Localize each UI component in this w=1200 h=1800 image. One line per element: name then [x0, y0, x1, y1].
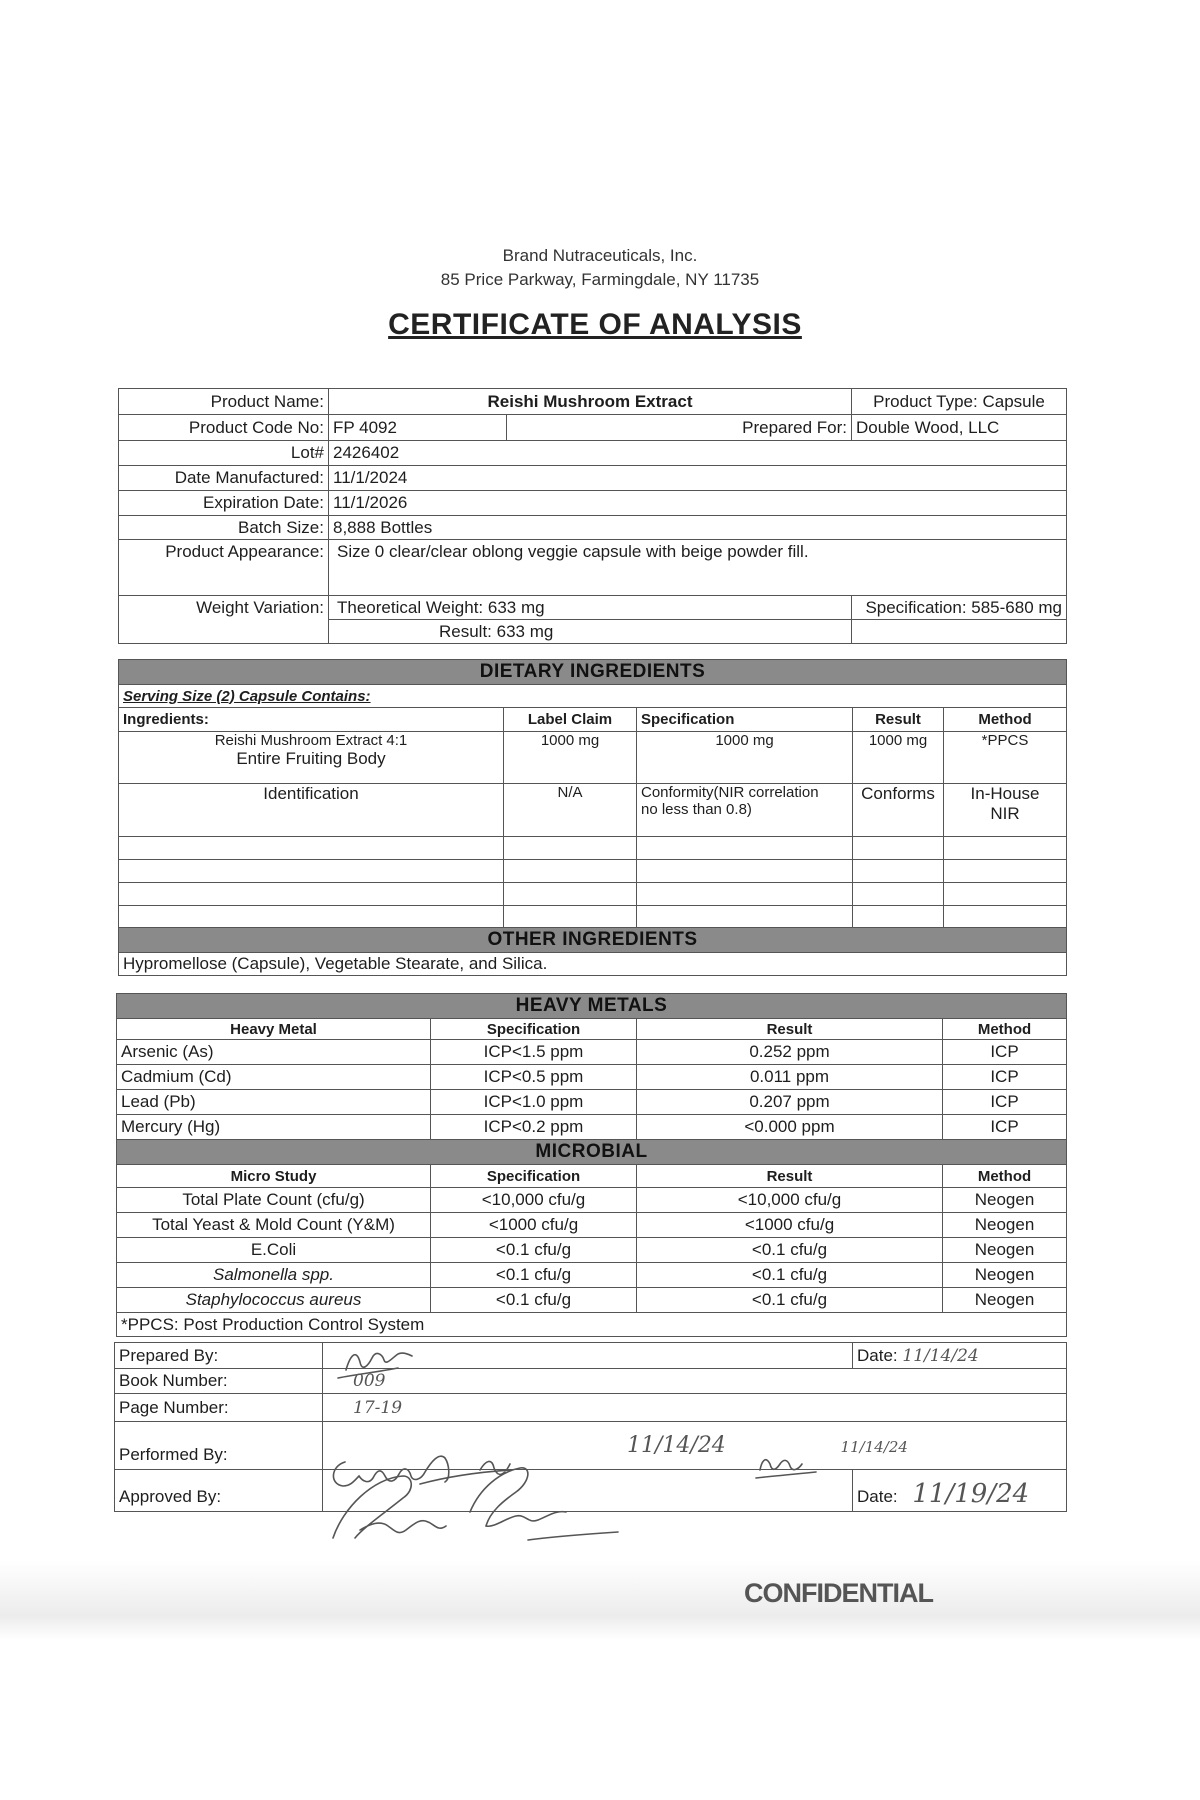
- result-header: Result: [853, 708, 944, 732]
- empty-row: [119, 883, 1067, 906]
- micro-method: Neogen: [943, 1263, 1067, 1288]
- metal-spec: ICP<1.0 ppm: [431, 1090, 637, 1115]
- identification-method-line1: In-House: [970, 784, 1040, 803]
- weight-spec: Specification: 585-680 mg: [852, 596, 1067, 620]
- product-name-value: Reishi Mushroom Extract: [329, 389, 852, 415]
- micro-name: Staphylococcus aureus: [117, 1288, 431, 1313]
- ingredient-reishi-source: Entire Fruiting Body: [236, 749, 386, 768]
- micro-result: <0.1 cfu/g: [637, 1238, 943, 1263]
- identification-claim: N/A: [504, 784, 637, 837]
- lot-value: 2426402: [329, 441, 1067, 466]
- micro-method: Neogen: [943, 1188, 1067, 1213]
- empty-row: [119, 906, 1067, 928]
- book-number-value: 009: [323, 1369, 1067, 1394]
- product-type: Product Type: Capsule: [852, 389, 1067, 415]
- appearance-value: Size 0 clear/clear oblong veggie capsule with beige powder fill.: [329, 540, 1067, 596]
- approved-date-cell: [853, 1470, 1067, 1512]
- identification-result: Conforms: [853, 784, 944, 837]
- micro-name: Total Plate Count (cfu/g): [117, 1188, 431, 1213]
- table-row: [117, 1213, 1067, 1238]
- micro-name: Total Yeast & Mold Count (Y&M): [117, 1213, 431, 1238]
- ingredient-reishi: [119, 732, 504, 784]
- weight-variation-label: Weight Variation:: [119, 596, 329, 644]
- product-name-label: Product Name:: [119, 389, 329, 415]
- date-manufactured-value: 11/1/2024: [329, 466, 1067, 491]
- identification-method-line2: NIR: [990, 804, 1020, 823]
- metal-method: ICP: [943, 1040, 1067, 1065]
- performed-date-value-2: 11/14/24: [840, 1438, 908, 1456]
- product-info-table: [118, 388, 1067, 644]
- weight-result: Result: 633 mg: [329, 620, 852, 644]
- identification-spec-line1: Conformity(NIR correlation: [641, 784, 819, 801]
- reishi-result: 1000 mg: [853, 732, 944, 784]
- micro-method: Neogen: [943, 1288, 1067, 1313]
- prepared-date-cell: [853, 1343, 1067, 1369]
- serving-size: Serving Size (2) Capsule Contains:: [119, 685, 1067, 708]
- micro-result: <1000 cfu/g: [637, 1213, 943, 1238]
- method-header: Method: [944, 708, 1067, 732]
- hm-method-header: Method: [943, 1019, 1067, 1040]
- scan-shadow: [0, 1560, 1200, 1640]
- micro-name: Salmonella spp.: [117, 1263, 431, 1288]
- table-row: [117, 1288, 1067, 1313]
- approved-date-label: Date:: [857, 1487, 898, 1506]
- performed-by-signature: [323, 1422, 1067, 1470]
- micro-result-header: Result: [637, 1165, 943, 1188]
- ingredients-header: Ingredients:: [119, 708, 504, 732]
- product-code-value: FP 4092: [329, 415, 507, 441]
- ingredient-reishi-name: Reishi Mushroom Extract 4:1: [214, 732, 408, 749]
- approved-by-signature: [323, 1470, 853, 1512]
- empty-row: [119, 837, 1067, 860]
- table-row: [117, 1065, 1067, 1090]
- dietary-ingredients-table: [118, 659, 1067, 976]
- identification-method: [944, 784, 1067, 837]
- table-row: [117, 1238, 1067, 1263]
- reishi-method: *PPCS: [944, 732, 1067, 784]
- identification-label: Identification: [119, 784, 504, 837]
- appearance-label: Product Appearance:: [119, 540, 329, 596]
- other-ingredients-band: OTHER INGREDIENTS: [119, 928, 1067, 953]
- confidential-stamp: CONFIDENTIAL: [744, 1578, 933, 1608]
- metal-result: 0.252 ppm: [637, 1040, 943, 1065]
- empty-row: [119, 860, 1067, 883]
- performed-by-label: Performed By:: [115, 1422, 323, 1470]
- specification-header: Specification: [637, 708, 853, 732]
- micro-spec: <0.1 cfu/g: [431, 1288, 637, 1313]
- heavy-metals-band: HEAVY METALS: [117, 994, 1067, 1019]
- metal-result: <0.000 ppm: [637, 1115, 943, 1140]
- table-row: [117, 1115, 1067, 1140]
- dietary-band: DIETARY INGREDIENTS: [119, 660, 1067, 685]
- metal-result: 0.207 ppm: [637, 1090, 943, 1115]
- micro-method: Neogen: [943, 1213, 1067, 1238]
- expiration-value: 11/1/2026: [329, 491, 1067, 516]
- micro-method: Neogen: [943, 1238, 1067, 1263]
- expiration-label: Expiration Date:: [119, 491, 329, 516]
- metal-spec: ICP<0.5 ppm: [431, 1065, 637, 1090]
- reishi-label-claim: 1000 mg: [504, 732, 637, 784]
- micro-result: <10,000 cfu/g: [637, 1188, 943, 1213]
- approved-by-label: Approved By:: [115, 1470, 323, 1512]
- company-address: 85 Price Parkway, Farmingdale, NY 11735: [440, 270, 760, 289]
- heavy-metals-table: [116, 993, 1067, 1337]
- prepared-for-label: Prepared For:: [507, 415, 852, 441]
- label-claim-header: Label Claim: [504, 708, 637, 732]
- metal-name: Cadmium (Cd): [117, 1065, 431, 1090]
- lot-label: Lot#: [119, 441, 329, 466]
- product-code-label: Product Code No:: [119, 415, 329, 441]
- document-title: CERTIFICATE OF ANALYSIS: [388, 308, 802, 341]
- table-row: [117, 1263, 1067, 1288]
- performed-date-value: 11/14/24: [627, 1433, 726, 1458]
- micro-method-header: Method: [943, 1165, 1067, 1188]
- heavy-metal-header: Heavy Metal: [117, 1019, 431, 1040]
- micro-spec: <10,000 cfu/g: [431, 1188, 637, 1213]
- prepared-for-value: Double Wood, LLC: [852, 415, 1067, 441]
- prepared-by-label: Prepared By:: [115, 1343, 323, 1369]
- identification-spec: [637, 784, 853, 837]
- micro-spec: <0.1 cfu/g: [431, 1263, 637, 1288]
- approved-date-value: 11/19/24: [912, 1479, 1030, 1509]
- table-row: [117, 1188, 1067, 1213]
- metal-name: Lead (Pb): [117, 1090, 431, 1115]
- micro-spec: <1000 cfu/g: [431, 1213, 637, 1238]
- metal-method: ICP: [943, 1090, 1067, 1115]
- hm-result-header: Result: [637, 1019, 943, 1040]
- batch-size-value: 8,888 Bottles: [329, 516, 1067, 540]
- prepared-by-signature: [323, 1343, 853, 1369]
- prepared-date-value: 11/14/24: [902, 1345, 979, 1366]
- micro-spec: <0.1 cfu/g: [431, 1238, 637, 1263]
- metal-name: Arsenic (As): [117, 1040, 431, 1065]
- prepared-date-label: Date:: [857, 1345, 898, 1365]
- batch-size-label: Batch Size:: [119, 516, 329, 540]
- company-name: Brand Nutraceuticals, Inc.: [502, 246, 698, 265]
- micro-specification-header: Specification: [431, 1165, 637, 1188]
- microbial-band: MICROBIAL: [117, 1140, 1067, 1165]
- metal-result: 0.011 ppm: [637, 1065, 943, 1090]
- micro-study-header: Micro Study: [117, 1165, 431, 1188]
- book-number-label: Book Number:: [115, 1369, 323, 1394]
- date-manufactured-label: Date Manufactured:: [119, 466, 329, 491]
- micro-result: <0.1 cfu/g: [637, 1263, 943, 1288]
- micro-result: <0.1 cfu/g: [637, 1288, 943, 1313]
- theoretical-weight: Theoretical Weight: 633 mg: [329, 596, 852, 620]
- table-row: [117, 1090, 1067, 1115]
- identification-spec-line2: no less than 0.8): [641, 801, 752, 818]
- metal-spec: ICP<1.5 ppm: [431, 1040, 637, 1065]
- ppcs-footnote: *PPCS: Post Production Control System: [117, 1313, 1067, 1337]
- micro-name: E.Coli: [117, 1238, 431, 1263]
- reishi-specification: 1000 mg: [637, 732, 853, 784]
- signoff-table: [114, 1342, 1067, 1512]
- page-number-value: 17-19: [323, 1394, 1067, 1422]
- metal-method: ICP: [943, 1065, 1067, 1090]
- metal-spec: ICP<0.2 ppm: [431, 1115, 637, 1140]
- table-row: [117, 1040, 1067, 1065]
- metal-method: ICP: [943, 1115, 1067, 1140]
- other-ingredients-text: Hypromellose (Capsule), Vegetable Stearate, and Silica.: [119, 953, 1067, 976]
- metal-name: Mercury (Hg): [117, 1115, 431, 1140]
- page-number-label: Page Number:: [115, 1394, 323, 1422]
- hm-specification-header: Specification: [431, 1019, 637, 1040]
